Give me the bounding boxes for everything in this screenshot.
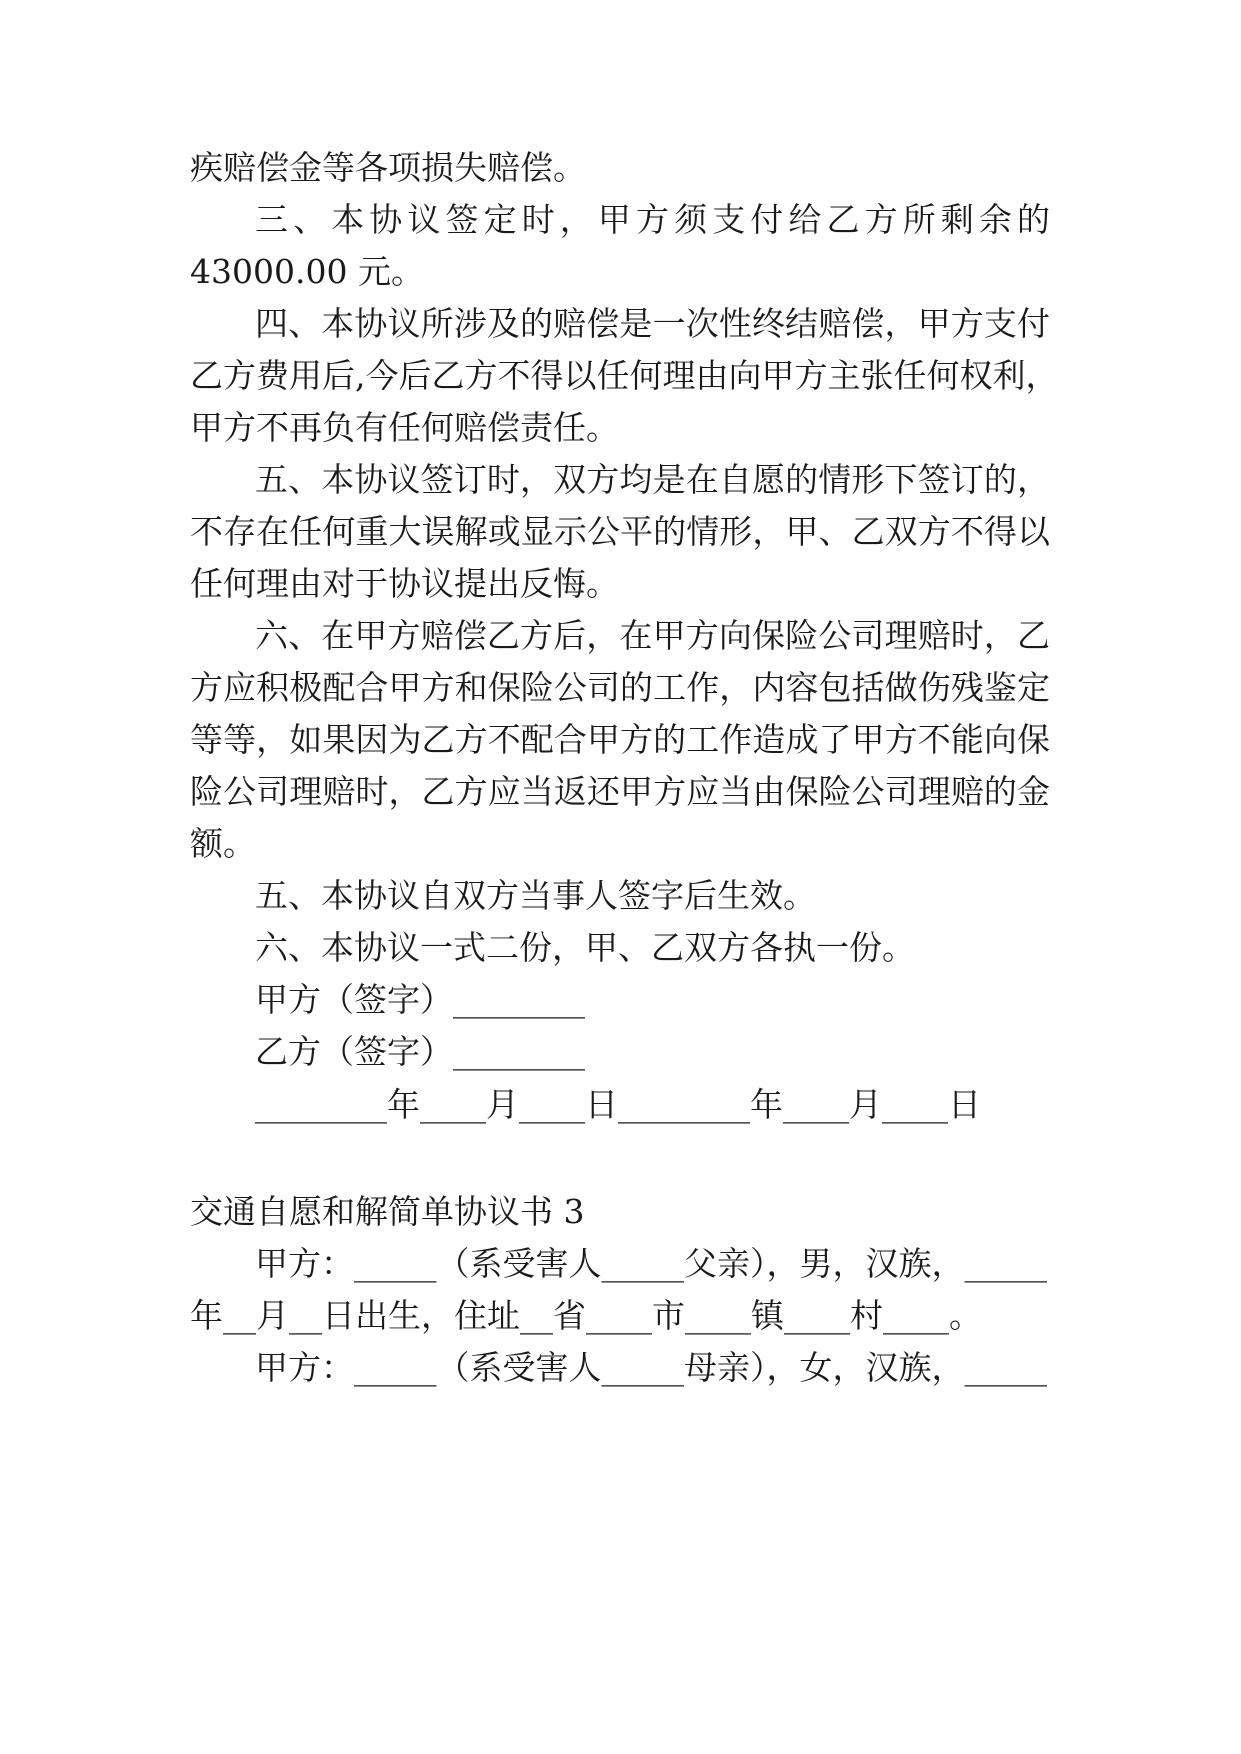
text-line: 方应积极配合甲方和保险公司的工作，内容包括做伤残鉴定 <box>190 668 1050 707</box>
clause-four: 四、本协议所涉及的赔偿是一次性终结赔偿，甲方支付 <box>255 304 1050 343</box>
clause-three: 三、本协议签定时，甲方须支付给乙方所剩余的 <box>255 200 1050 239</box>
text-line: 任何理由对于协议提出反悔。 <box>190 564 619 603</box>
clause-six: 六、在甲方赔偿乙方后，在甲方向保险公司理赔时，乙 <box>255 616 1050 655</box>
party-b-signature: 乙方（签字）________ <box>255 1032 585 1071</box>
text-line: 甲方不再负有任何赔偿责任。 <box>190 408 619 447</box>
text-line: 乙方费用后,今后乙方不得以任何理由向甲方主张任何权利， <box>190 356 1059 395</box>
party-a-signature: 甲方（签字）________ <box>255 980 585 1019</box>
section-title: 交通自愿和解简单协议书 3 <box>190 1192 585 1231</box>
text-line: 额。 <box>190 824 256 863</box>
party-a-mother: 甲方：_____（系受害人_____母亲），女，汉族，_____ <box>255 1348 1047 1387</box>
text-line: 43000.00 元。 <box>190 252 424 291</box>
clause-copies: 六、本协议一式二份，甲、乙双方各执一份。 <box>255 928 915 967</box>
text-line: 年__月__日出生，住址__省____市____镇____村____。 <box>190 1296 982 1335</box>
clause-effective: 五、本协议自双方当事人签字后生效。 <box>255 876 816 915</box>
text-line: 不存在任何重大误解或显示公平的情形，甲、乙双方不得以 <box>190 512 1050 551</box>
clause-five: 五、本协议签订时，双方均是在自愿的情形下签订的， <box>255 460 1050 499</box>
date-line: ________年____月____日________年____月____日 <box>255 1085 981 1124</box>
party-a-father: 甲方：_____（系受害人_____父亲），男，汉族，_____ <box>255 1244 1047 1283</box>
text-line: 疾赔偿金等各项损失赔偿。 <box>190 148 586 187</box>
text-line: 险公司理赔时，乙方应当返还甲方应当由保险公司理赔的金 <box>190 772 1050 811</box>
text-line: 等等，如果因为乙方不配合甲方的工作造成了甲方不能向保 <box>190 720 1050 759</box>
